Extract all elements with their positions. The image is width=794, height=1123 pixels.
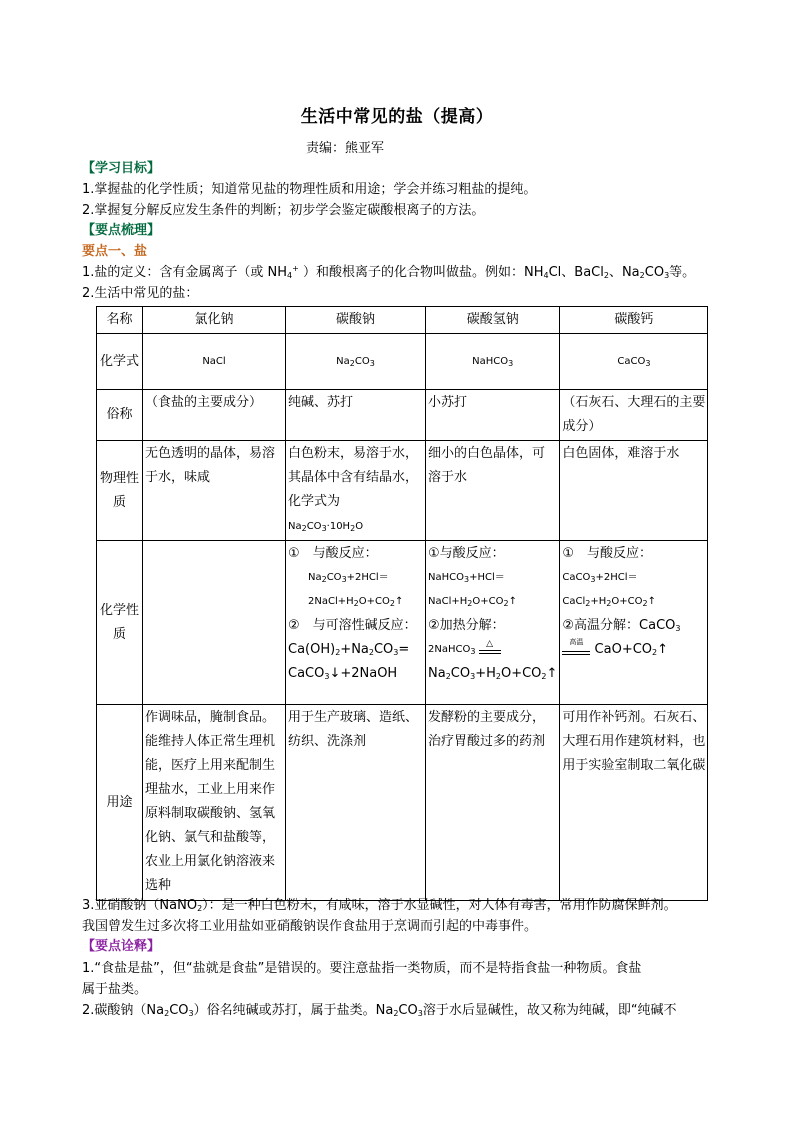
table-cell: 可用作补钙剂。石灰石、大理石用作建筑材料，也用于实验室制取二氧化碳 <box>560 705 708 901</box>
goal-item: 1.掌握盐的化学性质；知道常见盐的物理性质和用途；学会并练习粗盐的提纯。 <box>82 182 537 197</box>
salt-definition: 1.盐的定义：含有金属离子（或 $NH_4^+$ ）和酸根离子的化合物叫做盐。例如：$NH_4Cl$、BaCl$_2$、$Na_2CO_3$等。 <box>82 264 696 280</box>
table-cell: 细小的白色晶体，可溶于水 <box>426 441 560 541</box>
table-cell: 无色透明的晶体，易溶于水，味咸 <box>143 441 286 541</box>
equation: 高温 $CaO+CO_2↑$ <box>562 638 705 662</box>
table-header: 氯化钠 <box>143 307 286 334</box>
table-cell: 作调味品，腌制食品。能维持人体正常生理机能，医疗上用来配制生理盐水，工业上用来作原料制取碳酸钠、氢氧化钠、氯气和盐酸等，农业上用氯化钠溶液来选种 <box>143 705 286 901</box>
table-cell <box>560 541 708 705</box>
row-label: 俗称 <box>97 390 143 441</box>
table-row <box>97 541 708 705</box>
table-cell <box>286 541 426 705</box>
table-header: 名称 <box>97 307 143 334</box>
table-cell: 用于生产玻璃、造纸、纺织、洗涤剂 <box>286 705 426 901</box>
equation: $CaCl_2+H_2O+CO_2↑$ <box>562 596 656 608</box>
definition-end: 等。 <box>669 265 696 280</box>
points-heading: 【要点梳理】 <box>82 223 161 238</box>
table-cell: （食盐的主要成分） <box>143 390 286 441</box>
equation: CaCO$_3$+2HCl＝ <box>562 572 638 584</box>
equation: $NaCl+H_2O+CO_2↑$ <box>428 596 517 608</box>
common-salts-label: 2.生活中常见的盐： <box>82 286 199 301</box>
row-label: 化学式 <box>97 334 143 390</box>
goal-item: 2.掌握复分解反应发生条件的判断；初步学会鉴定碳酸根离子的方法。 <box>82 203 485 218</box>
definition-lead: 1.盐的定义：含有金属离子（或 NH <box>82 265 288 280</box>
table-row <box>97 441 708 541</box>
table-row <box>97 307 708 334</box>
reaction-heading: ①与酸反应： <box>428 546 505 561</box>
nitrite-note-cont: 我国曾发生过多次将工业用盐如亚硝酸钠误作食盐用于烹调而引起的中毒事件。 <box>82 919 538 934</box>
table-cell: 小苏打 <box>426 390 560 441</box>
table-row <box>97 390 708 441</box>
row-label: 用途 <box>97 705 143 901</box>
row-label: 物理性质 <box>97 441 143 541</box>
table-cell <box>143 541 286 705</box>
equation: $Na_2CO_3+2HCl=$ <box>308 572 389 584</box>
equation: NaHCO$_3$+HCl＝ <box>428 572 505 584</box>
explain-item: 1.“食盐是盐”，但“盐就是食盐”是错误的。要注意盐指一类物质，而不是特指食盐一种物质。食盐 <box>82 961 642 976</box>
explain-item: 2.碳酸钠$(Na_2CO_3)$俗名纯碱或苏打，属于盐类。$Na_2CO_3$溶于水后显碱性，故又称为纯碱，即“纯碱不 <box>82 1003 677 1018</box>
table-cell: $Na_2CO_3$ <box>286 334 426 390</box>
nitrite-note: 3.亚硝酸钠（NaNO$_2$）：是一种白色粉末，有咸味，溶于水显碱性，对人体有毒害，常用作防腐保鲜剂。 <box>82 898 677 913</box>
definition-tail: ）和酸根离子的化合物叫做盐。例如： <box>302 265 524 280</box>
editor-credit: 责编：熊亚军 <box>306 141 385 156</box>
hydrate-formula: $Na_2CO_3\cdot 10H_2O$ <box>288 521 364 533</box>
high-temp-condition-sign: 高温 <box>562 642 590 658</box>
table-header: 碳酸氢钠 <box>426 307 560 334</box>
explain-heading: 【要点诠释】 <box>82 939 161 954</box>
reaction-heading: ②加热分解： <box>428 618 505 633</box>
equation: 2NaHCO$_3$ △ <box>428 638 557 662</box>
table-cell: （石灰石、大理石的主要成分） <box>560 390 708 441</box>
table-cell <box>426 541 560 705</box>
table-row <box>97 334 708 390</box>
physical-text: 白色粉末，易溶于水，其晶体中含有结晶水，化学式为 <box>288 446 419 509</box>
table-row <box>97 705 708 901</box>
table-cell: NaCl <box>143 334 286 390</box>
page-title: 生活中常见的盐（提高） <box>300 107 494 127</box>
table-cell: 纯碱、苏打 <box>286 390 426 441</box>
table-cell: CaCO$_3$ <box>560 334 708 390</box>
row-label: 化学性质 <box>97 541 143 705</box>
equation: $Ca(OH)_2+Na_2CO_3=$ <box>288 642 410 657</box>
salt-table <box>96 306 708 901</box>
table-cell: NaHCO$_3$ <box>426 334 560 390</box>
equation: $2NaCl+H_2O+CO_2↑$ <box>308 596 404 608</box>
reaction-heading: ② 与可溶性碱反应： <box>288 618 417 633</box>
table-cell <box>286 441 426 541</box>
point1-heading: 要点一、盐 <box>82 244 148 259</box>
explain-item: 属于盐类。 <box>82 982 148 997</box>
table-header: 碳酸钙 <box>560 307 708 334</box>
equation: CaCO$_3$↓+2NaOH <box>288 666 398 681</box>
reaction-heading: ① 与酸反应： <box>562 546 653 561</box>
goals-heading: 【学习目标】 <box>82 161 161 176</box>
equation: $Na_2CO_3+H_2O+CO_2↑$ <box>428 666 558 681</box>
table-cell: 发酵粉的主要成分，治疗胃酸过多的药剂 <box>426 705 560 901</box>
table-cell: 白色固体，难溶于水 <box>560 441 708 541</box>
reaction-heading: ① 与酸反应： <box>288 546 378 561</box>
heat-condition-sign: △ <box>479 641 501 657</box>
table-header: 碳酸钠 <box>286 307 426 334</box>
reaction-heading: ②高温分解：CaCO$_3$ <box>562 618 681 633</box>
